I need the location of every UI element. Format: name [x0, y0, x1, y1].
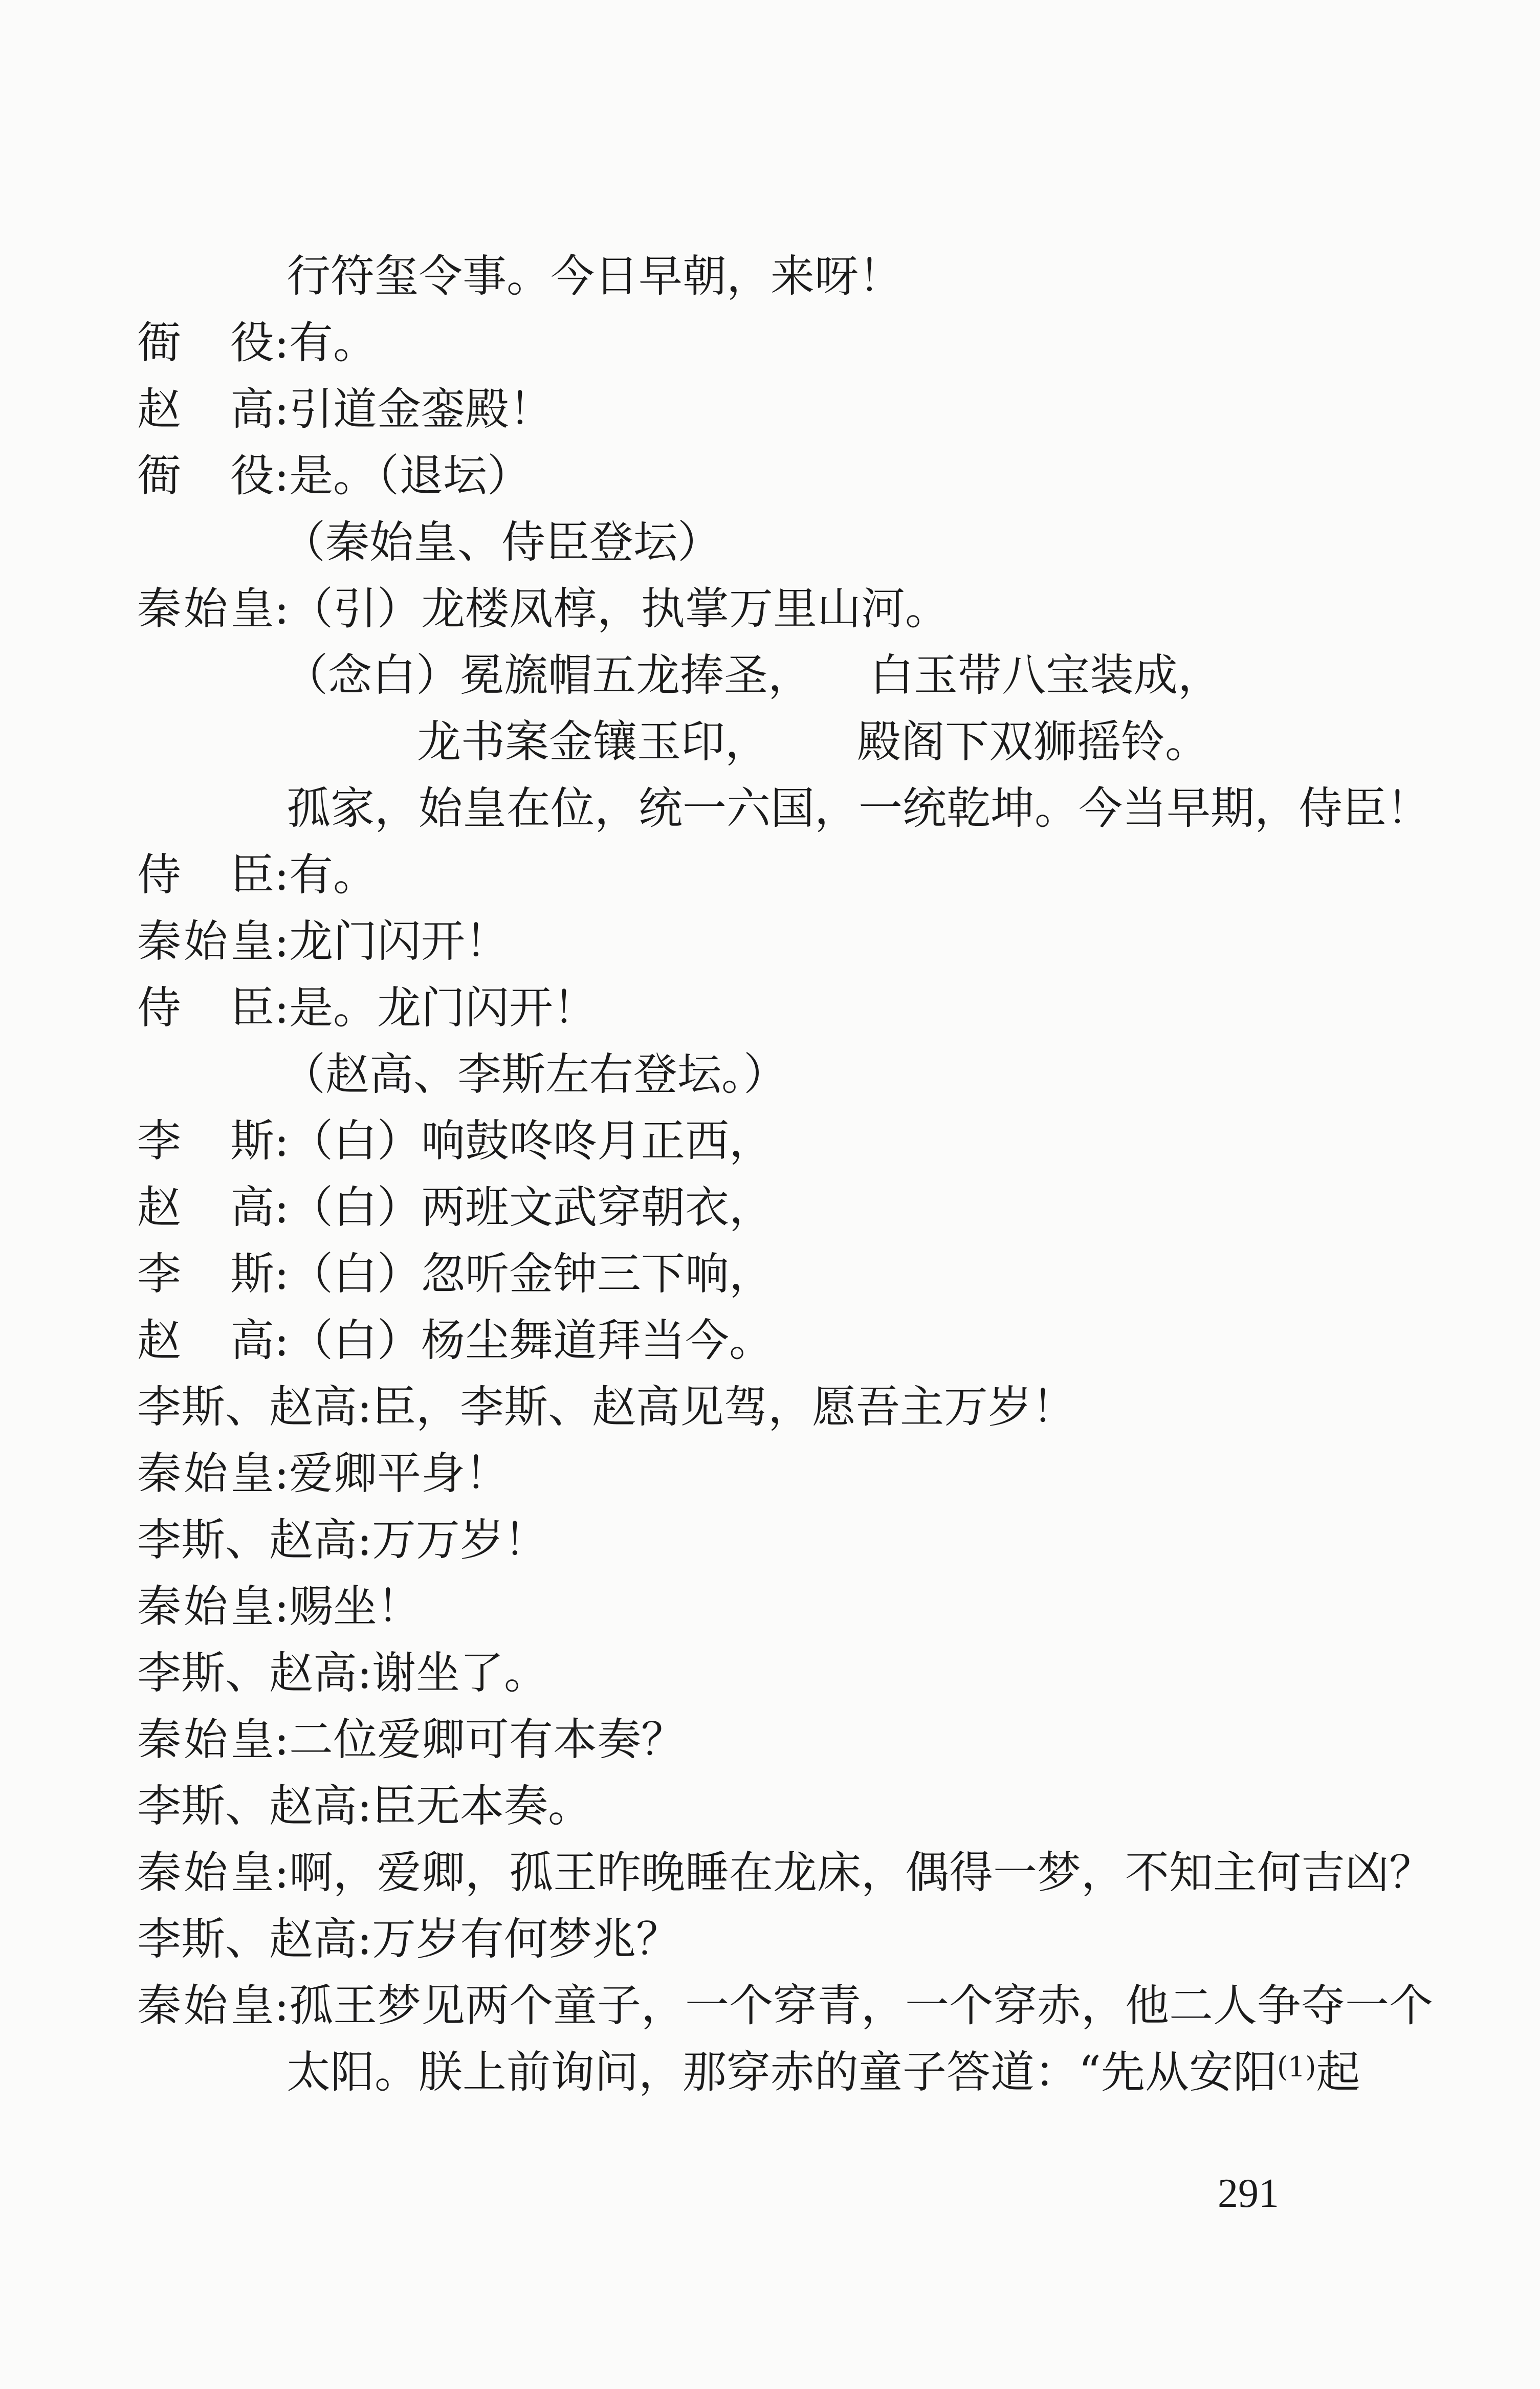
line-text: （赵高、李斯左右登坛。） [281, 1049, 787, 1100]
script-line: 李斯、赵高:万岁有何梦兆？ [137, 1914, 680, 1965]
line-text: （白）忽听金钟三下响， [289, 1248, 773, 1300]
line-text: 引道金銮殿！ [289, 384, 553, 435]
verse-first-half: 龙书案金镶玉印， [417, 716, 769, 768]
speaker-name: 秦始皇 [137, 1448, 274, 1499]
page-number: 291 [1218, 2171, 1279, 2216]
line-text: 有。 [289, 317, 377, 368]
line-text: 赐坐！ [289, 1581, 421, 1632]
script-line: 衙役:有。 [137, 315, 377, 371]
speaker-name: 秦始皇 [137, 1847, 274, 1898]
line-text: 龙门闪开！ [289, 916, 509, 967]
script-line: 衙役:是。（退坛） [137, 448, 531, 504]
script-line: 赵高:（白）杨尘舞道拜当今。 [137, 1312, 773, 1369]
script-line: 李斯:（白）响鼓咚咚月正西， [137, 1113, 773, 1169]
speaker-name: 秦始皇 [137, 1714, 274, 1765]
speaker-name: 李斯、赵高 [137, 1382, 357, 1433]
speaker-name: 赵高 [137, 1182, 274, 1233]
footnote-marker: (1) [1277, 2051, 1316, 2083]
script-line: 秦始皇:爱卿平身！ [137, 1445, 509, 1502]
script-line: 侍臣:是。龙门闪开！ [137, 980, 597, 1036]
script-line: 赵高:引道金銮殿！ [137, 381, 553, 437]
line-text: 啊，爱卿，孤王昨晚睡在龙床，偶得一梦，不知主何吉凶？ [289, 1847, 1433, 1898]
speaker-name: 李斯、赵高 [137, 1515, 357, 1566]
script-line: 李斯:（白）忽听金钟三下响， [137, 1246, 773, 1302]
speaker-name: 李斯 [137, 1115, 274, 1167]
stage-direction [281, 514, 721, 571]
script-line: 秦始皇:孤王梦见两个童子，一个穿青，一个穿赤，他二人争夺一个 [137, 1978, 1433, 2034]
script-line: 李斯、赵高:谢坐了。 [137, 1648, 548, 1699]
verse-line [417, 714, 1209, 770]
speaker-name: 衙役 [137, 450, 274, 501]
script-line: 秦始皇:二位爱卿可有本奏？ [137, 1712, 685, 1768]
line-text: 是。（退坛） [289, 450, 531, 501]
script-line [287, 248, 903, 304]
speaker-name: 李斯、赵高 [137, 1914, 357, 1965]
line-text: （秦始皇、侍臣登坛） [281, 517, 721, 568]
verse-second-half: 白玉带八宝装成， [870, 650, 1222, 701]
verse-first-half: （念白）冕旒帽五龙捧圣， [284, 650, 812, 701]
line-text: 万岁有何梦兆？ [371, 1914, 680, 1965]
verse-second-half: 殿阁下双狮摇铃。 [857, 716, 1209, 768]
line-text: 臣，李斯、赵高见驾，愿吾主万岁！ [371, 1382, 1076, 1433]
speaker-name: 李斯、赵高 [137, 1648, 357, 1699]
script-line: 李斯、赵高:臣，李斯、赵高见驾，愿吾主万岁！ [137, 1382, 1076, 1433]
line-text: 孤家，始皇在位，统一六国，一统乾坤。今当早期，侍臣！ [287, 783, 1431, 834]
speaker-name: 侍臣 [137, 849, 274, 901]
script-line: 秦始皇:龙门闪开！ [137, 913, 509, 970]
script-line: 秦始皇:啊，爱卿，孤王昨晚睡在龙床，偶得一梦，不知主何吉凶？ [137, 1845, 1433, 1901]
speaker-name: 赵高 [137, 384, 274, 435]
line-text: （引）龙楼凤椁，执掌万里山河。 [289, 583, 949, 634]
speaker-name: 秦始皇 [137, 583, 274, 634]
script-line [287, 780, 1431, 837]
line-text: 臣无本奏。 [371, 1781, 592, 1832]
speaker-name: 秦始皇 [137, 1581, 274, 1632]
speaker-name: 赵高 [137, 1315, 274, 1366]
speaker-name: 秦始皇 [137, 916, 274, 967]
line-text: 是。龙门闪开！ [289, 982, 597, 1034]
script-line: 秦始皇:（引）龙楼凤椁，执掌万里山河。 [137, 581, 949, 637]
line-text-end: 起 [1316, 2047, 1360, 2098]
line-text: 孤王梦见两个童子，一个穿青，一个穿赤，他二人争夺一个 [289, 1980, 1433, 2031]
script-line: 秦始皇:赐坐！ [137, 1579, 421, 1635]
speaker-name: 衙役 [137, 317, 274, 368]
line-text: （白）两班文武穿朝衣， [289, 1182, 773, 1233]
script-line: 侍臣:有。 [137, 847, 377, 903]
speaker-name: 秦始皇 [137, 1980, 274, 2031]
script-line: 李斯、赵高:臣无本奏。 [137, 1781, 592, 1832]
stage-direction [281, 1046, 787, 1103]
line-text: 有。 [289, 849, 377, 901]
verse-line [284, 647, 1222, 704]
speaker-name: 李斯 [137, 1248, 274, 1300]
line-text: （白）响鼓咚咚月正西， [289, 1115, 773, 1167]
line-text: 行符玺令事。今日早朝，来呀！ [287, 251, 903, 302]
speaker-name: 侍臣 [137, 982, 274, 1034]
script-line: 李斯、赵高:万万岁！ [137, 1515, 548, 1566]
speaker-name: 李斯、赵高 [137, 1781, 357, 1832]
line-text: 谢坐了。 [371, 1648, 548, 1699]
line-text: 太阳。朕上前询问，那穿赤的童子答道：“先从安阳 [287, 2047, 1277, 2098]
line-text: （白）杨尘舞道拜当今。 [289, 1315, 773, 1366]
line-text: 二位爱卿可有本奏？ [289, 1714, 685, 1765]
line-text: 万万岁！ [371, 1515, 548, 1566]
script-line [287, 2044, 1360, 2100]
script-line: 赵高:（白）两班文武穿朝衣， [137, 1179, 773, 1236]
line-text: 爱卿平身！ [289, 1448, 509, 1499]
